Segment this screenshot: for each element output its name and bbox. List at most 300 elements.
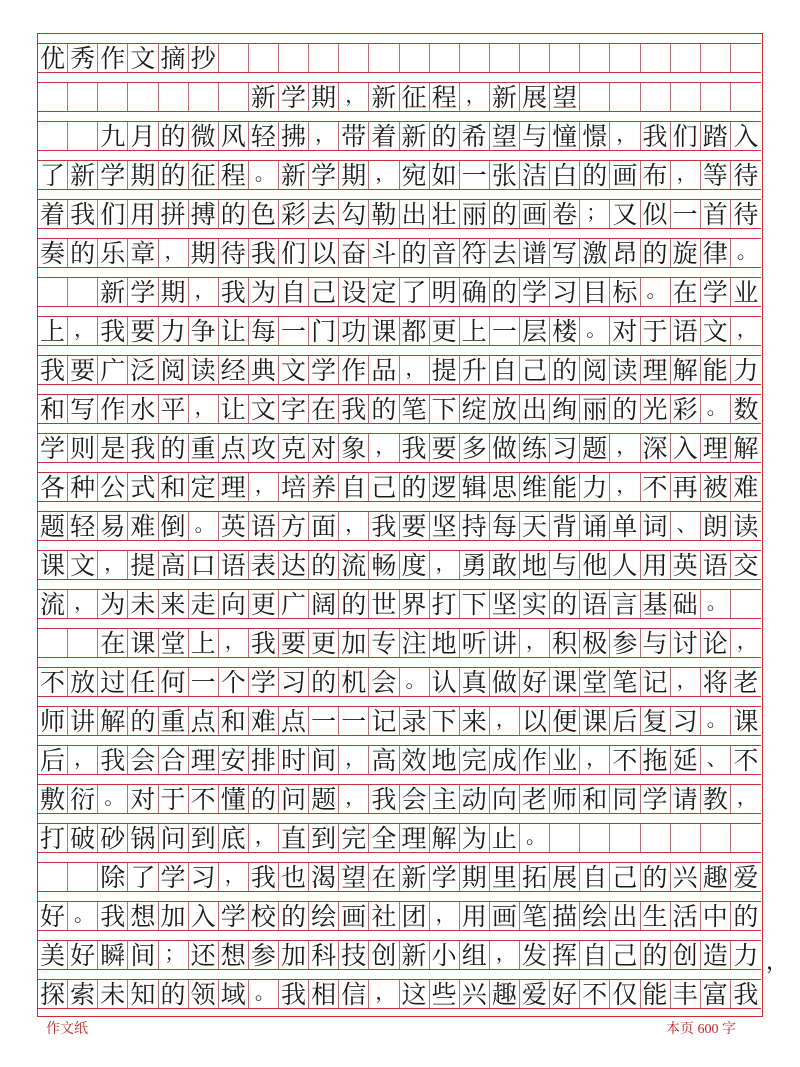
grid-cell: 文 [68,551,98,579]
grid-cell: 拼 [159,200,189,228]
grid-cell: 些 [430,980,460,1008]
grid-cell: 富 [701,980,731,1008]
text-row [38,589,761,619]
grid-cell [68,629,98,657]
grid-cell: 到 [309,824,339,852]
grid-cell [38,83,68,111]
grid-cell: 的 [159,122,189,150]
grid-cell: 还 [189,941,219,969]
grid-cell: 的 [400,239,430,267]
grid-cell: ， [736,317,757,341]
grid-cell: 合 [159,746,189,774]
grid-cell: 一 [671,200,701,228]
grid-cell: ， [430,902,460,930]
grid-cell: 深 [641,434,671,462]
grid-cell: 符 [460,239,490,267]
grid-cell: ， [98,551,128,579]
grid-cell: 专 [369,629,399,657]
grid-cell: ， [671,668,701,696]
grid-cell: 。 [641,278,671,306]
grid-cell: 谱 [520,239,550,267]
grid-cell: 个 [219,668,249,696]
grid-cell: 师 [38,707,68,735]
grid-cell: 一 [490,317,520,345]
grid-cell: 望 [550,83,580,111]
grid-cell [731,44,761,72]
grid-cell: 好 [550,980,580,1008]
grid-cell: 己 [520,356,550,384]
grid-cell: 数 [733,394,759,424]
grid-cell: 效 [400,746,430,774]
grid-cell [641,44,671,72]
grid-cell: 在 [369,863,399,891]
grid-cell: 安 [219,746,249,774]
grid-cell: ， [736,785,757,809]
grid-cell: 美 [38,941,68,969]
grid-cell: 畅 [369,551,399,579]
grid-cell: 能 [550,473,580,501]
grid-cell: 各 [38,473,68,501]
grid-cell: 己 [309,278,339,306]
grid-cell: 语 [580,590,610,618]
grid-cell [580,44,610,72]
grid-cell: 练 [520,434,550,462]
grid-cell: 音 [430,239,460,267]
grid-cell: 拂 [279,122,309,150]
grid-cell: 团 [400,902,430,930]
grid-cell [68,122,98,150]
grid-cell: 世 [369,590,399,618]
grid-cell: 绚 [550,395,580,423]
grid-cell: 标 [610,278,640,306]
text-row [38,277,761,307]
grid-cell: 为 [98,590,128,618]
grid-cell: 了 [38,161,68,189]
grid-cell: 克 [279,434,309,462]
grid-cell: 做 [490,668,520,696]
grid-cell: 社 [369,902,399,930]
grid-cell: 对 [610,317,640,345]
grid-cell: 的 [159,434,189,462]
grid-cell: 种 [68,473,98,501]
grid-cell: 语 [701,551,731,579]
grid-cell: 课 [128,629,158,657]
grid-cell: 解 [98,707,128,735]
grid-cell: 新 [400,863,430,891]
grid-cell: 机 [339,668,369,696]
grid-cell: 。 [249,161,279,189]
text-row [38,667,761,697]
grid-cell: 坚 [430,512,460,540]
grid-cell: 期 [309,83,339,111]
grid-cell: 文 [701,317,731,345]
text-row [38,706,761,736]
grid-cell: 层 [520,317,550,345]
grid-cell: 目 [580,278,610,306]
grid-cell: 学 [38,434,68,462]
grid-cell: 下 [430,395,460,423]
grid-cell [460,44,490,72]
grid-cell: 信 [339,980,369,1008]
grid-cell: ， [610,122,640,150]
grid-cell: 我 [219,278,249,306]
grid-cell: 我 [249,863,279,891]
grid-cell: 来 [460,707,490,735]
grid-cell: 破 [68,824,98,852]
grid-cell: 地 [430,746,460,774]
grid-cell: 向 [490,785,520,813]
grid-cell: ， [369,434,399,462]
grid-cell: 间 [128,941,158,969]
grid-cell: 解 [733,433,759,463]
grid-cell: 再 [671,473,701,501]
grid-cell: 放 [68,668,98,696]
grid-cell: 问 [279,785,309,813]
grid-cell: 与 [550,551,580,579]
grid-cell: ， [490,707,520,735]
grid-cell: 打 [430,590,460,618]
grid-cell: 画 [490,902,520,930]
grid-cell: 不 [733,745,759,775]
grid-cell: 的 [430,122,460,150]
grid-cell: 壮 [430,200,460,228]
grid-cell: 文 [128,44,158,72]
grid-cell: 后 [610,707,640,735]
text-row [38,511,761,541]
grid-cell: 笔 [610,668,640,696]
grid-cell: 会 [369,668,399,696]
grid-cell: 望 [490,122,520,150]
grid-cell: 间 [309,746,339,774]
grid-cell: 习 [671,707,701,735]
grid-cell: 我 [641,122,671,150]
grid-cell: 我 [98,746,128,774]
grid-cell [68,863,98,891]
grid-cell: 等 [701,161,731,189]
text-row [38,784,761,814]
grid-cell: 拖 [641,746,671,774]
grid-cell: 学 [249,668,279,696]
grid-cell: 如 [430,161,460,189]
text-row [38,550,761,580]
grid-cell: 更 [430,317,460,345]
grid-cell: 则 [68,434,98,462]
grid-cell: 出 [610,902,640,930]
grid-cell: 理 [400,824,430,852]
grid-cell: 组 [460,941,490,969]
grid-cell: 提 [128,551,158,579]
grid-cell: 自 [279,278,309,306]
grid-cell: 真 [460,668,490,696]
grid-cell: 未 [98,980,128,1008]
grid-cell: 新 [249,83,279,111]
grid-cell [671,824,701,852]
grid-cell: 彩 [279,200,309,228]
grid-cell: 语 [219,551,249,579]
grid-cell: 期 [128,161,158,189]
grid-cell: 的 [279,902,309,930]
grid-cell: 。 [701,590,731,618]
grid-cell: 诵 [580,512,610,540]
grid-cell: ， [736,629,757,653]
grid-cell: 宛 [400,161,430,189]
grid-cell: 同 [610,785,640,813]
grid-cell: 与 [520,122,550,150]
grid-cell: 。 [400,668,430,696]
grid-cell: 积 [550,629,580,657]
grid-cell: 绘 [309,902,339,930]
grid-cell: 字 [279,395,309,423]
grid-cell: 课 [38,551,68,579]
grid-cell: 好 [38,902,68,930]
grid-cell: 仅 [610,980,640,1008]
grid-cell: 自 [580,941,610,969]
grid-cell: 创 [369,941,399,969]
overflow-punctuation: ， [766,950,789,975]
grid-cell: ； [159,941,189,969]
grid-cell: 习 [279,668,309,696]
grid-cell: 是 [98,434,128,462]
text-row [38,628,761,658]
heading-row [38,43,761,73]
grid-cell: 以 [520,707,550,735]
grid-cell: 流 [339,551,369,579]
grid-cell: 地 [520,551,550,579]
grid-cell: 出 [400,200,430,228]
grid-cell: ， [400,356,430,384]
text-row [38,160,761,190]
grid-cell: 点 [189,707,219,735]
grid-cell: 洁 [520,161,550,189]
grid-cell: 定 [369,278,399,306]
grid-cell: 文 [279,356,309,384]
grid-cell: 逻 [430,473,460,501]
grid-cell: 下 [460,590,490,618]
grid-cell: 讨 [671,629,701,657]
grid-cell: 都 [400,317,430,345]
grid-cell: 读 [733,511,759,541]
grid-cell: 趣 [490,980,520,1008]
grid-cell: 题 [580,434,610,462]
grid-cell: 着 [38,200,68,228]
grid-cell: 我 [369,785,399,813]
grid-cell: 挥 [550,941,580,969]
grid-cell: 兴 [671,863,701,891]
grid-cell: 踏 [701,122,731,150]
text-row [38,316,761,346]
grid-cell: ， [460,83,490,111]
grid-cell: 新 [279,161,309,189]
grid-cell: 界 [400,590,430,618]
grid-cell: 索 [68,980,98,1008]
grid-cell: 九 [98,122,128,150]
grid-cell: 爱 [520,980,550,1008]
grid-cell: ， [610,434,640,462]
grid-cell [68,83,98,111]
grid-cell: 懂 [219,785,249,813]
grid-cell: 课 [580,707,610,735]
grid-cell: 也 [279,863,309,891]
grid-cell: 流 [38,590,68,618]
grid-cell: 我 [128,434,158,462]
grid-cell: 自 [580,863,610,891]
grid-cell [159,83,189,111]
grid-cell: 爱 [733,862,759,892]
grid-cell: 月 [128,122,158,150]
grid-cell: 加 [279,941,309,969]
grid-cell: 维 [520,473,550,501]
grid-cell: 重 [159,707,189,735]
grid-cell: 去 [490,239,520,267]
grid-cell: 自 [490,356,520,384]
grid-cell: 点 [279,707,309,735]
grid-cell: 典 [249,356,279,384]
grid-cell: 阅 [580,356,610,384]
text-row [38,940,761,970]
grid-cell: 了 [128,863,158,891]
grid-cell: 点 [219,434,249,462]
grid-cell: 向 [219,590,249,618]
grid-cell: 习 [550,278,580,306]
grid-cell [701,83,731,111]
grid-cell: 为 [460,824,490,852]
grid-cell: 理 [219,473,249,501]
grid-cell: 能 [701,356,731,384]
grid-cell: 象 [339,434,369,462]
grid-cell: 征 [400,83,430,111]
grid-cell: 我 [98,902,128,930]
grid-cell: 上 [189,629,219,657]
grid-cell: 英 [219,512,249,540]
grid-cell: 入 [671,434,701,462]
grid-cell: 的 [641,239,671,267]
grid-cell: 造 [701,941,731,969]
grid-cell: ， [369,161,399,189]
grid-cell [38,863,68,891]
grid-cell: 新 [400,122,430,150]
grid-cell: 笔 [400,395,430,423]
grid-cell: 首 [701,200,731,228]
grid-cell: 己 [610,863,640,891]
grid-cell: 面 [309,512,339,540]
grid-cell: 单 [610,512,640,540]
grid-cell: 想 [128,902,158,930]
grid-cell: 新 [490,83,520,111]
grid-cell: 做 [490,434,520,462]
grid-cell: 衍 [68,785,98,813]
grid-cell: 阔 [309,590,339,618]
grid-cell: 升 [460,356,490,384]
grid-cell [701,44,731,72]
grid-cell: 下 [430,707,460,735]
grid-cell: 里 [490,863,520,891]
grid-cell [550,44,580,72]
grid-cell: ， [219,863,249,891]
grid-cell: 提 [430,356,460,384]
grid-cell [731,83,761,111]
grid-cell: 思 [490,473,520,501]
grid-cell: 绽 [460,395,490,423]
grid-cell: 风 [219,122,249,150]
grid-cell: 力 [733,355,759,385]
grid-cell: 持 [460,512,490,540]
grid-cell: 激 [580,239,610,267]
grid-cell [219,83,249,111]
grid-cell: 卷 [550,200,580,228]
grid-cell: 张 [490,161,520,189]
text-row [38,979,761,1009]
grid-cell [580,83,610,111]
grid-cell: 创 [671,941,701,969]
grid-cell: ， [490,941,520,969]
grid-cell: ， [369,980,399,1008]
grid-cell: 要 [430,434,460,462]
grid-cell: 学 [430,863,460,891]
grid-cell: 品 [369,356,399,384]
grid-cell: 作 [339,356,369,384]
grid-cell: 一 [460,161,490,189]
text-row [38,433,761,463]
grid-cell: 勒 [369,200,399,228]
grid-cell: ， [189,278,219,306]
text-row [38,472,761,502]
grid-cell: 讲 [68,707,98,735]
grid-cell: 期 [460,863,490,891]
grid-cell: 乐 [98,239,128,267]
grid-cell: ， [189,395,219,423]
grid-cell: 、 [701,746,731,774]
grid-cell: ， [430,551,460,579]
grid-cell: 学 [641,785,671,813]
grid-cell: 我 [279,980,309,1008]
grid-cell: 理 [641,356,671,384]
grid-cell: ， [68,590,98,618]
grid-cell: 课 [550,668,580,696]
grid-cell: 多 [460,434,490,462]
grid-cell: ， [68,746,98,774]
grid-cell: 画 [520,200,550,228]
grid-cell: 勇 [460,551,490,579]
grid-cell: 未 [128,590,158,618]
grid-cell: 科 [309,941,339,969]
grid-cell: 让 [219,395,249,423]
grid-cell: 题 [38,512,68,540]
grid-cell: 砂 [98,824,128,852]
grid-cell [430,44,460,72]
grid-cell: 技 [339,941,369,969]
grid-cell: ， [249,824,279,852]
grid-cell: 能 [641,980,671,1008]
grid-cell: 论 [701,629,731,657]
grid-cell: 兴 [460,980,490,1008]
grid-cell: 的 [159,161,189,189]
grid-cell: 业 [733,277,759,307]
grid-cell: 一 [279,317,309,345]
grid-cell: 旋 [671,239,701,267]
grid-cell [68,278,98,306]
grid-cell: ， [610,473,640,501]
grid-cell: 奏 [38,239,68,267]
grid-cell: 不 [189,785,219,813]
grid-cell: ， [309,122,339,150]
grid-cell: 领 [189,980,219,1008]
grid-cell: 的 [641,863,671,891]
grid-cell: 易 [98,512,128,540]
grid-cell: 任 [128,668,158,696]
grid-cell: 交 [733,550,759,580]
grid-cell: 憧 [550,122,580,150]
grid-cell: 堂 [159,629,189,657]
